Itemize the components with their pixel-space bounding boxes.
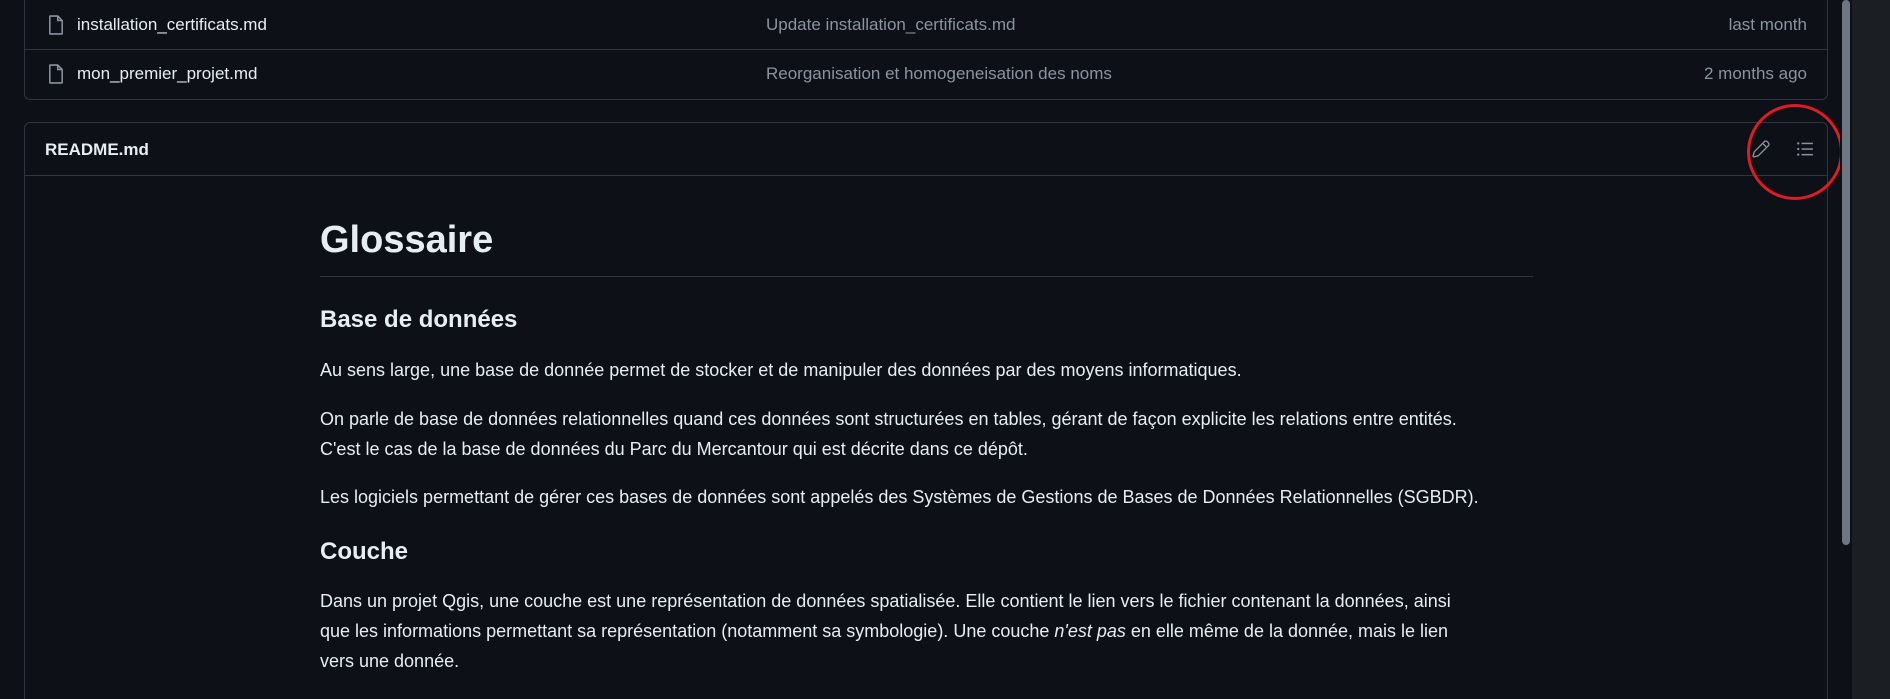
- section-heading-base-de-donnees: Base de données: [320, 306, 518, 333]
- emphasis-text: n'est pas: [1054, 621, 1126, 641]
- text-run: que les informations permettant sa représentation (notamment sa symbologie). Une couche: [320, 621, 1055, 641]
- paragraph-line: vers une donnée.: [320, 651, 460, 671]
- section-heading-couche: Couche: [320, 538, 409, 565]
- article-title: Glossaire: [320, 218, 1533, 277]
- commit-message-link[interactable]: Update installation_certificats.md: [766, 15, 1016, 34]
- file-name-link[interactable]: mon_premier_projet.md: [77, 64, 258, 83]
- paragraph: Au sens large, une base de donnée permet de stocker et de manipuler des données par des moyens informatiques.: [320, 360, 1242, 380]
- file-row: [25, 50, 1827, 98]
- file-name-link[interactable]: installation_certificats.md: [77, 15, 267, 34]
- file-icon: [45, 14, 67, 36]
- commit-time: last month: [1728, 15, 1807, 34]
- paragraph-line: Dans un projet Qgis, une couche est une représentation de données spatialisée. Elle contient le lien vers le fichier contenant la données, ainsi: [320, 591, 1451, 611]
- scrollbar-thumb[interactable]: [1842, 0, 1850, 545]
- commit-message-link[interactable]: Reorganisation et homogeneisation des noms: [766, 64, 1112, 83]
- window-edge: [1852, 0, 1890, 699]
- paragraph: Les logiciels permettant de gérer ces bases de données sont appelés des Systèmes de Gestions de Bases de Données Relationnelles (SGBDR).: [320, 487, 1479, 507]
- text-run: en elle même de la donnée, mais le lien: [1125, 621, 1449, 641]
- commit-time: 2 months ago: [1703, 64, 1807, 83]
- pencil-icon: [1752, 140, 1770, 158]
- paragraph-line: On parle de base de données relationnelles quand ces données sont structurées en tables, gérant de façon explicite les relations entre entités.: [320, 409, 1457, 429]
- readme-header: [25, 123, 1827, 176]
- paragraph-line: C'est le cas de la base de données du Parc du Mercantour qui est décrite dans ce dépôt.: [320, 439, 1028, 459]
- file-list: [24, 0, 1828, 100]
- outline-button[interactable]: [1791, 135, 1819, 163]
- readme-title: README.md: [45, 140, 149, 159]
- paragraph-line: [320, 616, 1533, 646]
- file-row: [25, 1, 1827, 50]
- list-icon: [1796, 140, 1814, 158]
- edit-readme-button[interactable]: [1747, 135, 1775, 163]
- file-icon: [45, 63, 67, 85]
